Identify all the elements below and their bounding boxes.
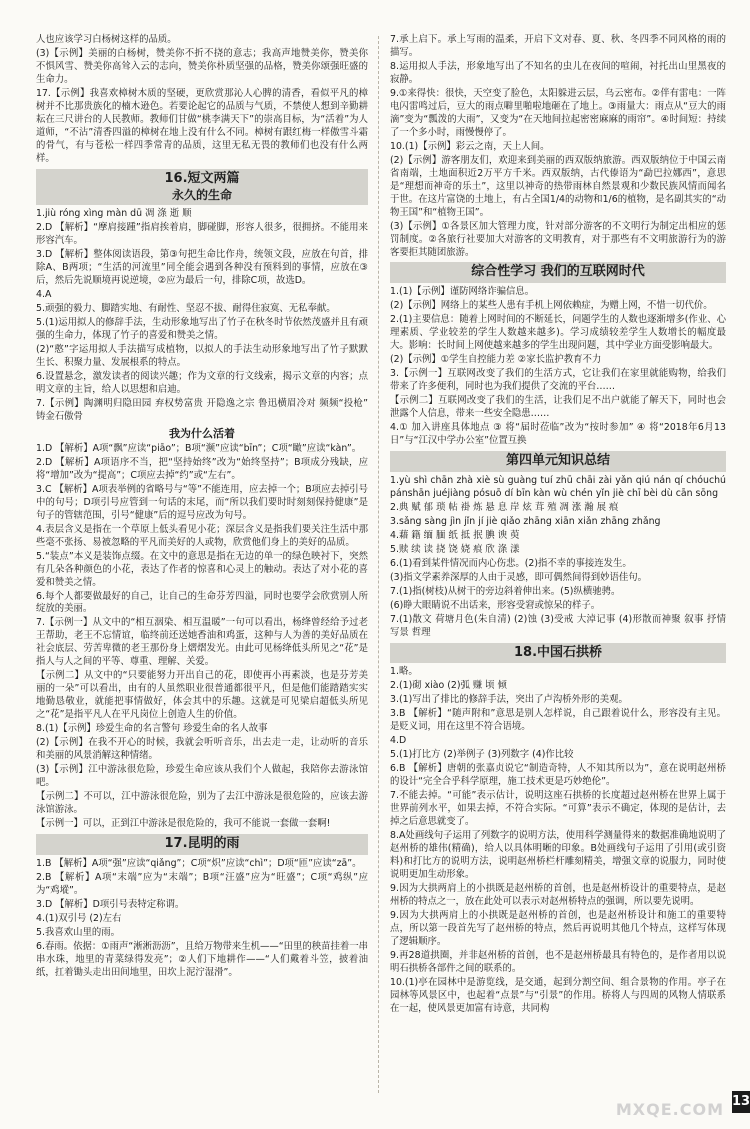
answer-line: 【示例一】可以，正到江中游泳是很危险的，我可不能说一套做一套啊! (36, 817, 331, 829)
answer-line: 1.略。 (390, 666, 418, 678)
answer-line: 2.(1)主要信息：随着上网时间的不断延长，问题学生的人数也逐渐增多(作业、心理素质、学业较差的学生人数越来越多)。学习成绩较差学生人数增长的幅度最大。影响：长时间上网使越来越多的学生出现问题，其中学业方面受影响最大。 (390, 314, 726, 352)
column-divider (378, 36, 379, 1093)
watermark-logo: MXQE.COM (615, 1099, 724, 1119)
right-column (390, 34, 726, 1017)
section-17-answers (36, 858, 368, 980)
answer-line: 9.因为大拱两肩上的小拱既是赵州桥的首创，也是赵州桥设计和施工的重要特点，所以第一段首先写了赵州桥的特点，然后再说明其他几个特点，这样写体现了逻辑顺序。 (390, 909, 726, 947)
answer-line: 4.表层含义是指在一个草原上低头看见小花；深层含义是指我们要关注生活中那些毫不张扬、易被忽略的平凡而美好的人或物，欣赏他们身上的美好的品质。 (36, 523, 368, 548)
answer-line: 6.(1)看到某件情况而内心伤悲。(2)指不幸的事接连发生。 (390, 557, 632, 569)
section-title: 17.昆明的雨 (164, 835, 240, 851)
answer-line: 3.D 【解析】D项引号表特定称谓。 (36, 898, 185, 910)
answer-line: 【示例二】从文中的“只要能努力开出自己的花，即使再小再素淡，也是芬芳美丽的一朵”可以看出，由有的人虽然职业很普通都很平凡，但是他们能踏踏实实地勤恳敬业，就能把事情做好，体会其中的乐趣。这就是可见梁启超低头所见之“花”是指平凡人在平凡岗位上创造人生的价值。 (36, 670, 368, 721)
answer-line: 5.顽强的毅力、脚踏实地、有耐性、坚忍不拔、耐得住寂寞、无私奉献。 (36, 302, 336, 314)
answer-line: 4.A (36, 288, 52, 300)
answer-line: 【示例二】互联网改变了我们的生活，让我们足不出户就能了解天下，同时也会泄露个人信息，带来一些安全隐患…… (390, 395, 726, 420)
answer-line: 5.我喜欢山里的雨。 (36, 926, 120, 938)
answer-line: 9.再28道拱圈，并非赵州桥的首创，也不是赵州桥最具有特色的，是作者用以说明石拱桥各部件之间的联系的。 (390, 949, 726, 974)
answer-line: 5.“装点”本义是装饰点缀。在文中的意思是指在无边的单一的绿色映衬下，突然有几朵各种颜色的小花，表达了作者的惊喜和心灵上的触动。表达了对小花的喜爱和赞美之情。 (36, 550, 368, 588)
answer-line: 9.①来得快：很快，天空变了脸色，太阳躲进云层，乌云密布。②伴有雷电：一阵电闪雷鸣过后，豆大的雨点噼里啪啦地砸在了地上。③雨量大：雨点从“豆大的雨滴”变为“瓢泼的大雨”，又变为“在天地间拉起密密麻麻的雨帘”。④时间短：持续了一个多小时，雨慢慢停了。 (390, 87, 726, 138)
answer-line: 6.设置悬念，激发读者的阅读兴趣；作为文章的行文线索，揭示文章的内容；点明文章的主旨，给人以思想和启迪。 (36, 370, 368, 395)
answer-line: 8.A处画线句子运用了列数字的说明方法，使用科学测量得来的数据准确地说明了赵州桥的雄伟(精确)，给人以具体明晰的印象。B处画线句子运用了引用(或引资料)和打比方的说明方法，说明赵州桥栏杆雕刻精美，增强文章的说服力，同时使说明更加生动形象。 (390, 830, 726, 880)
answer-line: (2)【示例】①学生自控能力差 ②家长监护教育不力 (390, 354, 602, 366)
section-net-answers (390, 286, 726, 448)
answer-line: 6.春雨。依据：①雨声“淅淅沥沥”，且给万物带来生机——“田里的秧苗挂着一串串水珠，地里的青菜绿得发亮”；②人们下地耕作——“人们戴着斗笠，披着油纸，扛着锄头走出田间地里，田坎上泥泞湿滑”。 (36, 940, 368, 978)
answer-line: 2.B 【解析】A项“末端”应为“末端”；B项“汪盛”应为“旺盛”；C项“鸡纵”应为“鸡㙡”。 (36, 871, 368, 896)
section-huo-answers (36, 443, 368, 831)
answer-line: 3.C 【解析】A项表举例的省略号与“等”不能连用，应去掉一个；B项应去掉引号中的句号；D项引号应管到一句话的末尾，而“所以我们要时时刻刻保持健康”是句子的管辖范围，引号“健康”后的逗号应改为句号。 (36, 483, 368, 521)
answer-line: 3.sǎng sàng jìn jǐn jí jiè qiǎo zhāng xiān xiǎn zhāng zhǎng (390, 515, 661, 527)
section-header-16 (36, 169, 368, 205)
section-title: 综合性学习 我们的互联网时代 (471, 264, 645, 280)
answer-line: 2.典 赋 郁 琐 帖 褂 炼 悬 息 岸 炫 茸 殖 凋 涨 瀚 展 痕 (390, 501, 619, 513)
section-title: 16.短文两篇 (164, 170, 240, 186)
answer-line: 4.藉 籍 缅 腼 纸 抵 抿 腆 谀 萸 (390, 529, 520, 541)
answer-line: 10.(1)【示例】彩云之南，天上人间。 (390, 140, 550, 152)
section-header-17 (36, 834, 368, 855)
section-title: 18.中国石拱桥 (513, 644, 603, 660)
section-header-summary (390, 451, 726, 472)
answer-line: 2.D 【解析】“摩肩接踵”指肩挨着肩，脚碰脚，形容人很多，很拥挤。不能用来形容汽车。 (36, 222, 368, 247)
section-header-huo: 我为什么活着 (169, 426, 235, 440)
section-17-continued (390, 34, 726, 259)
answer-line: (2)【示例】游客朋友们，欢迎来到美丽的西双版纳旅游。西双版纳位于中国云南省南端，土地面积近2万平方千米。西双版纳，古代傣语为“勐巴拉娜西”，意思是“理想而神奇的乐土”，这里以神奇的热带雨林自然景观和少数民族风情而闻名于世。在这片富饶的土地上，有占全国1/4的动物和1/6的植物，是名副其实的“动物王国”和“植物王国”。 (390, 154, 726, 218)
answer-line: 4.D (390, 735, 407, 747)
answer-line: (3)【示例】①各景区加大管理力度，针对部分游客的不文明行为制定出相应的惩罚制度。②各旅行社要加大对游客的文明教育，对于那些有不文明旅游行为的游客要拒其随团旅游。 (390, 220, 726, 258)
left-column (36, 34, 368, 981)
answer-line: 6.每个人都要做最好的自己，让自己的生命芬芳四溢，同时也要学会欣赏别人所绽放的美丽。 (36, 590, 368, 615)
answer-line: 6.B 【解析】唐朝的张嘉贞说它“制造奇特，人不知其所以为”，意在说明赵州桥的设计“完全合乎科学原理，施工技术更是巧妙绝伦”。 (390, 763, 726, 788)
section-header-net (390, 262, 726, 283)
answer-line: 10.(1)亭在园林中是游览线，是交通，起到分割空间、组合景物的作用。亭子在园林等风景区中，也起着“点景”与“引景”的作用。桥将人与四周的风物人情联系在一起，使风景更加富有诗意，共同构 (390, 976, 726, 1014)
answer-line: 7.承上启下。承上写雨的温柔，开启下文对春、夏、秋、冬四季不同风格的雨的描写。 (390, 34, 726, 58)
answer-line: (6)睁大眼睛说不出话来，形容受窘或惊呆的样子。 (390, 599, 601, 611)
answer-line: (2)【示例】在我不开心的时候，我就会听听音乐，出去走一走，让动听的音乐和美丽的风景消解这种情绪。 (36, 737, 368, 762)
answer-line: 3.B 【解析】“随声附和”意思是别人怎样说，自己跟着说什么，形容没有主见。是贬义词，用在这里不符合语境。 (390, 708, 726, 733)
answer-line: 1.(1)【示例】谨防网络诈骗信息。 (390, 286, 535, 298)
answer-line: (3)【示例】江中游泳很危险，珍爱生命应该从我们个人做起，我陪你去游泳馆吧。 (36, 764, 368, 789)
answer-line: 3.【示例一】互联网改变了我们的生活方式，它让我们在家里就能购物，给我们带来了许多便利，同时也为我们提供了交流的平台…… (390, 368, 726, 393)
answer-line: 1.D 【解析】A项“飘”应读“piāo”；B项“濒”应读“bīn”；C项“瞰”应读“kàn”。 (36, 442, 362, 454)
answer-line: 5.赎 续 读 挠 饶 娆 痕 欣 涤 漾 (390, 543, 520, 555)
answer-line: 5.(1)运用拟人的修辞手法，生动形象地写出了竹子在秋冬时节依然茂盛并且有顽强的生命力，体现了竹子的喜爱和赞美之情。 (36, 316, 368, 341)
page-number: 13 (732, 1091, 750, 1113)
answer-line: 4.① 加入讲座具体地点 ③ 将“届时莅临”改为“按时参加” ④ 将“2018年6月13日”与“江汉中学办公室”位置互换 (390, 422, 726, 447)
answer-line: 2.(1)砌 xiào (2)弧 赚 顷 倾 (390, 680, 507, 692)
answer-line: 7.【示例】陶渊明归隐田园 弃权势富贵 开隐逸之宗 鲁迅横眉冷对 频频“投枪” 铸金石傲骨 (36, 397, 368, 422)
answer-line: (3)指文学素养深厚的人由于灵感，即可偶然间得到妙语佳句。 (390, 571, 648, 583)
answer-line: 4.(1)双引号 (2)左右 (36, 912, 122, 924)
left-intro-answers (36, 34, 368, 166)
answer-line: 5.(1)打比方 (2)举例子 (3)列数字 (4)作比较 (390, 749, 574, 761)
answer-line: 8.运用拟人手法，形象地写出了不知名的虫儿在夜间的喧闹，衬托出山里黑夜的寂静。 (390, 60, 726, 85)
answer-line: 1.jiù róng xìng màn dū 凋 涤 逝 顺 (36, 208, 192, 220)
answer-line: (2)【示例】网络上的某些人患有手机上网依赖症，为赠上网，不惜一切代价。 (390, 300, 713, 312)
section-title: 第四单元知识总结 (505, 452, 610, 468)
answer-line: 人也应该学习白杨树这样的品质。 (36, 34, 177, 45)
answer-line: (2)“憨”字运用拟人手法描写成植物，以拟人的手法生动形象地写出了竹子默默生长、积聚力量、发展根系的特点。 (36, 343, 368, 368)
answer-line: 1.B 【解析】A项“强”应读“qiǎng”；C项“炽”应读“chì”；D项“匝”应读“zā”。 (36, 857, 362, 869)
section-subtitle: 永久的生命 (171, 187, 232, 202)
answer-line: 【示例二】不可以，江中游泳很危险，别为了去江中游泳是很危险的，应该去游泳馆游泳。 (36, 791, 368, 815)
answer-line: 2.D 【解析】A项语序不当，把“坚持始终”改为“始终坚持”；B项成分残缺，应将“增加”改为“提高”；C项应去掉“约”或“左右”。 (36, 456, 368, 481)
section-summary-answers (390, 475, 726, 640)
answer-line: 3.D 【解析】整体阅读语段，第③句把生命比作舟，统领文段，应放在句首，排除A、B两项；“生活的河流里”同全能会遇到各种没有预料到的事情，应放在③后，然后先说顺境再说逆境，②应为最后一句，排除C项，故选D。 (36, 249, 368, 287)
answer-line: 9.因为大拱两肩上的小拱既是赵州桥的首创，也是赵州桥设计的重要特点，是赵州桥的特点之一，放在此处可以表示对赵州桥特点的强调，所以要先说明。 (390, 882, 726, 907)
answer-line: 7.(1)散文 荷塘月色(朱自清) (2)蚀 (3)受戒 大淖记事 (4)形散而神聚 叙事 抒情 写景 哲理 (390, 613, 726, 638)
answer-line: 7.(1)指(树枝)从树干的旁边斜着伸出来。(5)纵横驰骋。 (390, 585, 621, 597)
answer-line: 8.(1)【示例】珍爱生命的名言警句 珍爱生命的名人故事 (36, 723, 268, 735)
answer-line: 1.yù shì chān zhà xiè sù guàng tuí zhū chāi zài yǎn qiú nán qí chóuchú pánshān juéjiàng pósuō dí bīn kàn wù chén yǐn jiè chī bèi dù cān sōng (390, 474, 726, 499)
answer-line: (3)【示例】美丽的白杨树，赞美你不折不挠的意志；我高声地赞美你，赞美你不惧风雪、赞美你高耸入云的志向，赞美你朴质坚强的品格，赞美你颂强旺盛的生命力。 (36, 47, 368, 85)
section-header-18 (390, 643, 726, 664)
answer-line: 7.【示例一】从文中的“相互洇染、相互温暖”一句可以看出，杨绛曾经给予过老王帮助，老王不忘情谊，临终前还送她香油和鸡蛋，这种与人为善的美好品质在社会底层、劳苦卑微的老王那份身上熠熠发光。由此可见杨绛低头所见之“花”是指人与人之间的平等、尊重、理解、关爱。 (36, 617, 368, 668)
answer-line: 17.【示例】我喜欢樟树木质的坚硬，更欣赏那沁人心脾的清香，看似平凡的樟树并不比那贵族化的楠木逊色。若要论起它的品质与气质，不禁使人想到辛勤耕耘在三尺讲台的人民教师。教师们甘做“桃李满天下”的崇高目标，为“活着”为人道师，“不沾”清香四溢的樟树在地上没有什么不同。樟树有跟红梅一样傲雪斗霜的骨气，有与苍松一样四季常青的品质，这里无私无畏的教师们也没有什么两样。 (36, 87, 368, 164)
section-18-answers (390, 666, 726, 1015)
answer-line: 7.不能去掉。“可能”表示估计，说明这座石拱桥的长度超过赵州桥在世界上属于世界前列水平，如果去掉，不符合实际。“可算”表示不确定，体现的是估计，去掉之后意思就变了。 (390, 790, 726, 828)
section-16-answers (36, 208, 368, 424)
answer-line: 3.(1)写出了排比的修辞手法，突出了卢沟桥外形的美观。 (390, 694, 628, 706)
